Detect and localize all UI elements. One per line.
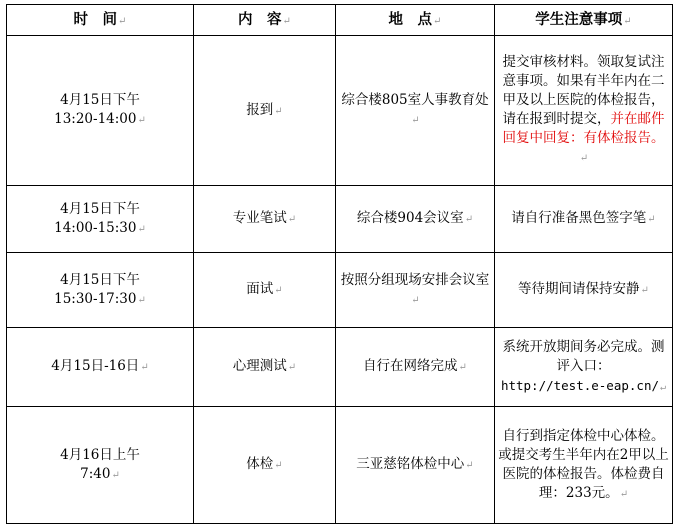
content-cell <box>194 253 336 328</box>
place-text: 综合楼805室人事教育处 <box>341 92 489 108</box>
paragraph-mark-icon: ↵ <box>287 214 297 225</box>
time-line: 4月15日下午 <box>60 271 140 288</box>
paragraph-mark-icon: ↵ <box>660 381 667 393</box>
paragraph-mark-icon: ↵ <box>282 15 291 27</box>
paragraph-mark-icon: ↵ <box>274 285 283 296</box>
place-cell <box>336 253 495 328</box>
content-cell <box>194 328 336 407</box>
paragraph-mark-icon: ↵ <box>464 214 474 225</box>
paragraph-mark-icon: ↵ <box>274 460 283 471</box>
time-line: 4月15日下午 <box>60 92 140 108</box>
notes-text: 等待期间请保持安静 <box>518 281 640 297</box>
notes-text <box>498 53 669 168</box>
content-cell <box>194 186 336 253</box>
notes-text-highlight: 并在邮件回复中回复：有体检报告。 <box>502 111 665 146</box>
notes-text: 请自行准备黑色签字笔 <box>511 210 647 226</box>
header-time-label: 时 间 <box>73 10 118 28</box>
table-row <box>7 36 673 186</box>
paragraph-mark-icon: ↵ <box>579 153 589 164</box>
place-cell <box>336 36 495 186</box>
paragraph-mark-icon: ↵ <box>137 115 146 126</box>
paragraph-mark-icon: ↵ <box>623 15 632 27</box>
place-text: 三亚慈铭体检中心 <box>356 456 465 472</box>
time-cell <box>7 253 194 328</box>
time-cell <box>7 36 194 186</box>
paragraph-mark-icon: ↵ <box>287 362 297 373</box>
time-line: 4月15日下午 <box>60 200 140 217</box>
notes-url <box>498 376 669 397</box>
paragraph-mark-icon: ↵ <box>137 223 146 235</box>
notes-cell <box>495 253 673 328</box>
paragraph-mark-icon: ↵ <box>458 362 467 373</box>
header-place <box>336 5 495 36</box>
table-row <box>7 253 673 328</box>
content-cell <box>194 36 336 186</box>
content-cell <box>194 407 336 524</box>
place-cell <box>336 186 495 253</box>
notes-text-main: 提交审核材料。领取复试注意事项。如果有半年内在二甲及以上医院的体检报告，请在报到时提交， <box>502 54 665 127</box>
content-text: 报到 <box>246 101 274 118</box>
place-text: 按照分组现场安排会议室 <box>340 271 490 288</box>
time-line: 4月16日上午 <box>60 446 140 463</box>
time-line: 13:20-14:00 <box>54 111 137 127</box>
paragraph-mark-icon: ↵ <box>137 294 146 306</box>
time-line: 15:30-17:30 <box>54 290 137 307</box>
header-place-label: 地 点 <box>388 10 433 28</box>
content-text: 面试 <box>246 281 274 297</box>
paragraph-mark-icon: ↵ <box>140 362 149 373</box>
header-row <box>7 5 673 36</box>
notes-text-main: 自行到指定体检中心体检。或提交考生半年内在2甲以上医院的体检报告。体检费自理：233元。 <box>498 427 669 501</box>
header-content-label: 内 容 <box>238 10 282 28</box>
notes-text <box>498 427 669 504</box>
time-cell <box>7 407 194 524</box>
time-cell <box>7 328 194 407</box>
notes-cell <box>495 186 673 253</box>
header-content <box>194 5 336 36</box>
time-line: 14:00-15:30 <box>54 219 137 236</box>
place-text: 自行在网络完成 <box>363 358 458 374</box>
time-cell <box>7 186 194 253</box>
notes-cell <box>495 328 673 407</box>
paragraph-mark-icon: ↵ <box>619 488 629 500</box>
time-line: 4月15日-16日 <box>51 358 140 374</box>
header-notes <box>495 5 673 36</box>
test-url-text: http://test.e-eap.cn/ <box>500 377 659 393</box>
time-line: 7:40 <box>80 465 111 482</box>
place-cell <box>336 407 495 524</box>
place-cell <box>336 328 495 407</box>
paragraph-mark-icon: ↵ <box>433 15 442 27</box>
place-text: 综合楼904会议室 <box>356 210 464 226</box>
notes-cell <box>495 407 673 524</box>
notes-cell <box>495 36 673 186</box>
paragraph-mark-icon: ↵ <box>118 15 127 27</box>
paragraph-mark-icon: ↵ <box>274 105 283 117</box>
table-row <box>7 186 673 253</box>
paragraph-mark-icon: ↵ <box>465 460 474 471</box>
content-text: 心理测试 <box>232 358 287 374</box>
table-row <box>7 407 673 524</box>
paragraph-mark-icon: ↵ <box>411 294 420 306</box>
paragraph-mark-icon: ↵ <box>647 214 656 225</box>
paragraph-mark-icon: ↵ <box>411 115 420 126</box>
notes-text: 系统开放期间务必完成。测评入口： <box>502 338 665 374</box>
schedule-table <box>6 4 673 524</box>
paragraph-mark-icon: ↵ <box>111 469 120 481</box>
content-text: 体检 <box>246 456 274 472</box>
paragraph-mark-icon: ↵ <box>640 285 649 296</box>
header-time <box>7 5 194 36</box>
content-text: 专业笔试 <box>232 210 287 226</box>
table-row <box>7 328 673 407</box>
header-notes-label: 学生注意事项 <box>535 10 623 28</box>
